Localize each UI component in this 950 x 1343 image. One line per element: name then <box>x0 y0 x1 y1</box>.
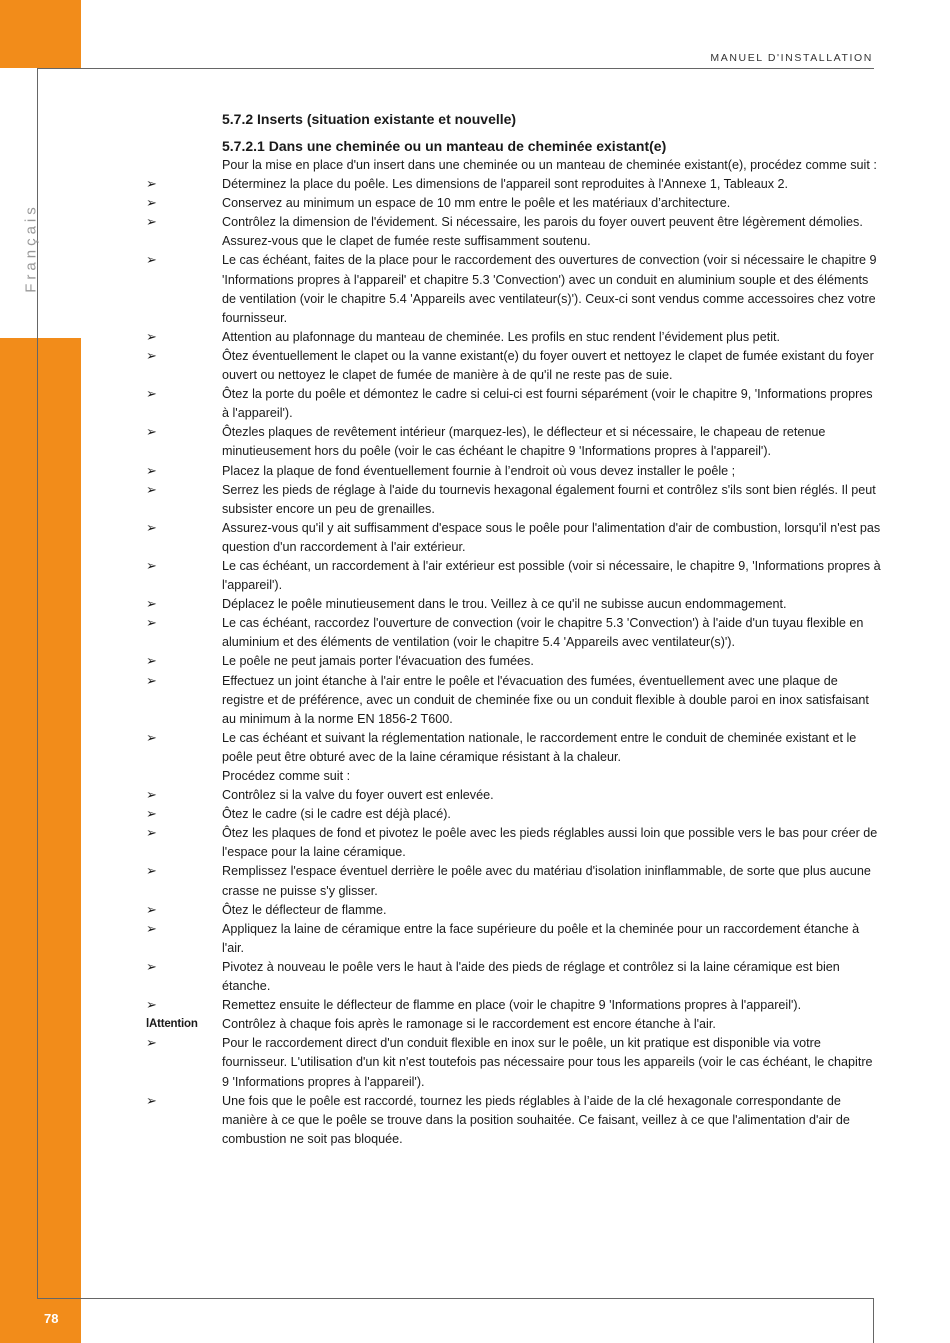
list-item-text: Placez la plaque de fond éventuellement fournie à l’endroit où vous devez installer le poêle ; <box>222 463 736 478</box>
arrow-bullet-icon: ➢ <box>146 673 157 689</box>
language-label: Français <box>22 203 40 293</box>
arrow-bullet-icon: ➢ <box>146 826 157 842</box>
arrow-bullet-icon: ➢ <box>146 864 157 880</box>
list-item-text: Conservez au minimum un espace de 10 mm entre le poêle et les matériaux d’architecture. <box>222 196 731 211</box>
list-item <box>146 557 882 595</box>
main-content <box>146 110 882 1149</box>
arrow-bullet-icon: ➢ <box>146 616 157 632</box>
list-item-text: Serrez les pieds de réglage à l'aide du tournevis hexagonal également fourni et contrôlez s'ils sont bien réglés. Il peut subsister encore un peu de grenailles. <box>222 482 876 516</box>
list-item-text: Déterminez la place du poêle. Les dimensions de l'appareil sont reproduites à l'Annexe 1, Tableaux 2. <box>222 177 789 192</box>
list-item <box>146 251 882 327</box>
list-item <box>146 1092 882 1149</box>
list-item-text: Une fois que le poêle est raccordé, tournez les pieds réglables à l’aide de la clé hexagonale correspondante de manière à ce que le poêle se trouve dans la position souhaitée. Ce faisant, veillez à ce que l'alimentation d'air de combustion ne soit pas bloquée. <box>222 1093 850 1146</box>
orange-tab-top <box>0 0 81 68</box>
list-item-text: Le cas échéant et suivant la réglementation nationale, le raccordement entre le conduit de cheminée existant et le poêle peut être obturé avec de la laine céramique résistant à la chaleur. <box>222 730 857 764</box>
list-item-text: Ôtezles plaques de revêtement intérieur (marquez-les), le déflecteur et si nécessaire, le chapeau de retenue minutieusement hors du poêle (voir le cas échéant le chapitre 9 'Informations propres à l'appareil'). <box>222 425 826 459</box>
list-item <box>146 920 882 958</box>
arrow-bullet-icon: ➢ <box>146 921 157 937</box>
list-item-text: Contrôlez si la valve du foyer ouvert est enlevée. <box>222 788 494 803</box>
list-item <box>146 213 882 251</box>
arrow-bullet-icon: ➢ <box>146 215 157 231</box>
subsection-title: 5.7.2.1 Dans une cheminée ou un manteau de cheminée existant(e) <box>222 138 667 154</box>
list-item <box>146 824 882 862</box>
list-item <box>146 901 882 920</box>
list-item <box>146 347 882 385</box>
arrow-bullet-icon: ➢ <box>146 482 157 498</box>
list-item <box>146 175 882 194</box>
arrow-bullet-icon: ➢ <box>146 387 157 403</box>
list-item <box>146 385 882 423</box>
list-item <box>146 423 882 461</box>
arrow-bullet-icon: ➢ <box>146 1093 157 1109</box>
list-item-text: Le cas échéant, raccordez l'ouverture de convection (voir le chapitre 5.3 'Convection') à l'aide d'un tuyau flexible en aluminium et des éléments de ventilation (voir le chapitre 5.4 'Appareils avec ventilateur(s)'). <box>222 616 864 650</box>
list-item-text: Ôtez éventuellement le clapet ou la vanne existant(e) du foyer ouvert et nettoyez le clapet de fumée existant du foyer ouvert ou nettoyez le clapet de fumée de manière à de qu'il ne reste pas de suie. <box>222 348 874 383</box>
list-item <box>146 328 882 347</box>
arrow-bullet-icon: ➢ <box>146 348 157 364</box>
list-item-text: Ôtez le déflecteur de flamme. <box>222 902 387 917</box>
arrow-bullet-icon: ➢ <box>146 558 157 574</box>
list-item-text: Pour le raccordement direct d'un conduit flexible en inox sur le poêle, un kit pratique est disponible via votre fournisseur. L'utilisation d'un kit n'est toutefois pas nécessaire pour tous les appareils (voir le cas échéant, le chapitre 9 'Informations propres à l'appareil'). <box>222 1036 873 1089</box>
list-item-text: Procédez comme suit : <box>222 769 351 783</box>
list-item <box>146 194 882 213</box>
arrow-bullet-icon: ➢ <box>146 425 157 441</box>
list-item-text: Attention au plafonnage du manteau de cheminée. Les profils en stuc rendent l’évidement plus petit. <box>222 329 780 344</box>
arrow-bullet-icon: ➢ <box>146 1036 157 1052</box>
arrow-bullet-icon: ➢ <box>146 597 157 613</box>
list-item <box>146 1034 882 1091</box>
list-item-text: Ôtez les plaques de fond et pivotez le poêle avec les pieds réglables aussi loin que possible vers le bas pour créer de l'espace pour la laine céramique. <box>222 826 878 860</box>
arrow-bullet-icon: ➢ <box>146 902 157 918</box>
list-item <box>146 786 882 805</box>
list-item <box>222 767 882 786</box>
list-item-text: Remettez ensuite le déflecteur de flamme en place (voir le chapitre 9 'Informations propres à l'appareil'). <box>222 998 802 1013</box>
arrow-bullet-icon: ➢ <box>146 196 157 212</box>
list-item <box>146 595 882 614</box>
list-item-text: Le cas échéant, un raccordement à l'air extérieur est possible (voir si nécessaire, le chapitre 9, 'Informations propres à l'appareil'). <box>222 558 881 593</box>
intro-paragraph: Pour la mise en place d'un insert dans une cheminée ou un manteau de cheminée existant(e), procédez comme suit : <box>222 158 877 172</box>
list-item-text: Contrôlez à chaque fois après le ramonage si le raccordement est encore étanche à l'air. <box>222 1017 716 1032</box>
list-item <box>146 805 882 824</box>
arrow-bullet-icon: ➢ <box>146 807 157 823</box>
list-item <box>146 462 882 481</box>
list-item-text: Le cas échéant, faites de la place pour le raccordement des ouvertures de convection (voir si nécessaire le chapitre 9 'Informations propres à l'appareil' et chapitre 5.3 'Convection') avec un conduit en aluminium souple et des éléments de ventilation (voir le chapitre 5.4 'Appareils avec ventilateur(s)'). Ceux-ci sont vendus comme accessoires chez votre fournisseur. <box>222 253 877 325</box>
list-item <box>146 652 882 671</box>
list-item-text: Pivotez à nouveau le poêle vers le haut à l'aide des pieds de réglage et contrôlez si la laine céramique est bien étanche. <box>222 959 840 994</box>
page-frame-top <box>37 68 874 69</box>
list-item-text: Déplacez le poêle minutieusement dans le trou. Veillez à ce qu'il ne subisse aucun endommagement. <box>222 597 787 612</box>
list-item <box>146 672 882 729</box>
page-number: 78 <box>44 1311 59 1326</box>
arrow-bullet-icon: ➢ <box>146 730 157 746</box>
list-item-text: Ôtez le cadre (si le cadre est déjà placé). <box>222 807 451 822</box>
list-item <box>146 958 882 996</box>
list-item <box>146 481 882 519</box>
list-item-text: Effectuez un joint étanche à l'air entre le poêle et l'évacuation des fumées, éventuellement avec une plaque de registre et de préférence, avec un conduit de cheminée fixe ou un conduit flexible à double paroi en inox satisfaisant au minimum à la norme EN 1856-2 T600. <box>222 673 869 726</box>
list-item <box>146 614 882 652</box>
arrow-bullet-icon: ➢ <box>146 788 157 804</box>
list-item-text: Le poêle ne peut jamais porter l'évacuation des fumées. <box>222 654 534 669</box>
instruction-list <box>146 175 882 1149</box>
list-item-text: Ôtez la porte du poêle et démontez le cadre si celui-ci est fourni séparément (voir le chapitre 9, 'Informations propres à l'appareil'). <box>222 387 873 421</box>
arrow-bullet-icon: ➢ <box>146 463 157 479</box>
list-item <box>146 729 882 767</box>
list-item <box>146 1015 882 1034</box>
list-item-text: Assurez-vous qu'il y ait suffisamment d'espace sous le poêle pour l'alimentation d'air de combustion, lorsqu'il n'est pas question d'un raccordement à l'air extérieur. <box>222 520 881 554</box>
arrow-bullet-icon: ➢ <box>146 329 157 345</box>
section-title: 5.7.2 Inserts (situation existante et nouvelle) <box>222 111 517 127</box>
list-item <box>146 862 882 900</box>
arrow-bullet-icon: ➢ <box>146 177 157 193</box>
running-header: MANUEL D'INSTALLATION <box>710 52 873 64</box>
list-item-text: Appliquez la laine de céramique entre la face supérieure du poêle et la cheminée pour un raccordement étanche à l'air. <box>222 921 860 955</box>
arrow-bullet-icon: ➢ <box>146 253 157 269</box>
page-frame-bottom <box>37 1298 874 1299</box>
list-item-text: Remplissez l'espace éventuel derrière le poêle avec du matériau d'isolation ininflammable, de sorte que plus aucune crasse ne puisse s'y glisser. <box>222 864 871 898</box>
arrow-bullet-icon: ➢ <box>146 520 157 536</box>
list-item-text: Contrôlez la dimension de l'évidement. Si nécessaire, les parois du foyer ouvert peuvent être légèrement démolies. Assurez-vous que le clapet de fumée reste suffisamment soutenu. <box>222 215 863 249</box>
list-item <box>146 996 882 1015</box>
arrow-bullet-icon: ➢ <box>146 654 157 670</box>
orange-margin-bar <box>0 338 81 1343</box>
attention-label: lAttention <box>146 1018 198 1031</box>
arrow-bullet-icon: ➢ <box>146 998 157 1014</box>
page-frame-right <box>873 1298 874 1343</box>
arrow-bullet-icon: ➢ <box>146 959 157 975</box>
list-item <box>146 519 882 557</box>
